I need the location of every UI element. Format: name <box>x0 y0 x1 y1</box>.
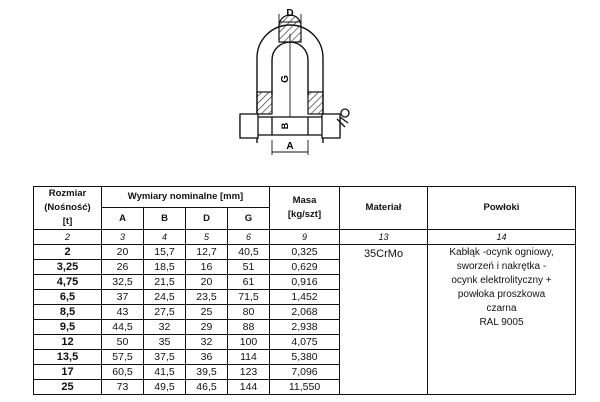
cell-a: 57,5 <box>102 350 144 365</box>
cell-b: 18,5 <box>144 260 186 275</box>
cell-b: 15,7 <box>144 245 186 260</box>
cell-b: 21,5 <box>144 275 186 290</box>
cell-size: 6,5 <box>34 290 102 305</box>
cell-a: 20 <box>102 245 144 260</box>
cell-b: 37,5 <box>144 350 186 365</box>
cell-a: 32,5 <box>102 275 144 290</box>
cell-mass: 0,325 <box>270 245 340 260</box>
coating-line: sworzeń i nakrętka - <box>456 261 547 272</box>
cell-b: 27,5 <box>144 305 186 320</box>
coating-line: powłoka proszkowa <box>457 289 546 300</box>
col-material-header: Materiał <box>340 187 428 230</box>
cell-d: 46,5 <box>186 380 228 395</box>
cell-g: 80 <box>228 305 270 320</box>
label-g: G <box>280 75 291 83</box>
column-number: 9 <box>270 230 340 245</box>
column-number: 3 <box>102 230 144 245</box>
cell-mass: 0,629 <box>270 260 340 275</box>
col-dims-group-header: Wymiary nominalne [mm] <box>102 187 270 208</box>
col-a-header: A <box>102 208 144 230</box>
cell-a: 43 <box>102 305 144 320</box>
cell-g: 123 <box>228 365 270 380</box>
coating-line: ocynk elektrolityczny + <box>451 275 552 286</box>
cell-d: 29 <box>186 320 228 335</box>
label-b: B <box>280 122 290 130</box>
shackle-drawing <box>0 0 600 180</box>
cell-b: 32 <box>144 320 186 335</box>
material-cell: 35CrMo <box>340 245 428 395</box>
coatings-cell <box>428 245 576 395</box>
cell-a: 50 <box>102 335 144 350</box>
cell-size: 12 <box>34 335 102 350</box>
column-number-row <box>34 230 576 245</box>
cell-mass: 4,075 <box>270 335 340 350</box>
header-row-1 <box>34 187 576 208</box>
col-d-header: D <box>186 208 228 230</box>
cell-a: 44,5 <box>102 320 144 335</box>
cell-g: 40,5 <box>228 245 270 260</box>
cell-size: 4,75 <box>34 275 102 290</box>
cell-d: 25 <box>186 305 228 320</box>
cell-mass: 11,550 <box>270 380 340 395</box>
cell-b: 41,5 <box>144 365 186 380</box>
cell-g: 100 <box>228 335 270 350</box>
cell-d: 20 <box>186 275 228 290</box>
col-coatings-header: Powłoki <box>428 187 576 230</box>
cell-a: 26 <box>102 260 144 275</box>
cell-d: 36 <box>186 350 228 365</box>
cell-g: 144 <box>228 380 270 395</box>
cell-d: 32 <box>186 335 228 350</box>
cell-size: 8,5 <box>34 305 102 320</box>
cell-g: 114 <box>228 350 270 365</box>
cell-size: 9,5 <box>34 320 102 335</box>
cell-d: 39,5 <box>186 365 228 380</box>
cell-g: 71,5 <box>228 290 270 305</box>
col-b-header: B <box>144 208 186 230</box>
label-d: D <box>286 8 294 19</box>
cell-size: 3,25 <box>34 260 102 275</box>
table-row <box>34 245 576 260</box>
coating-line: RAL 9005 <box>479 317 524 328</box>
col-size-header: Rozmiar (Nośność) [t] <box>34 187 102 230</box>
cell-size: 13,5 <box>34 350 102 365</box>
col-mass-header: Masa [kg/szt] <box>270 187 340 230</box>
cell-mass: 2,068 <box>270 305 340 320</box>
cell-mass: 0,916 <box>270 275 340 290</box>
left-leg-section <box>257 92 272 114</box>
cell-b: 35 <box>144 335 186 350</box>
column-number: 4 <box>144 230 186 245</box>
column-number: 13 <box>340 230 428 245</box>
cell-d: 23,5 <box>186 290 228 305</box>
coating-line: Kabłąk -ocynk ogniowy, <box>449 247 554 258</box>
cell-b: 49,5 <box>144 380 186 395</box>
cell-g: 51 <box>228 260 270 275</box>
cell-mass: 7,096 <box>270 365 340 380</box>
cell-mass: 5,380 <box>270 350 340 365</box>
right-leg-section <box>308 92 323 114</box>
cell-b: 24,5 <box>144 290 186 305</box>
cell-d: 12,7 <box>186 245 228 260</box>
cell-d: 16 <box>186 260 228 275</box>
cell-g: 61 <box>228 275 270 290</box>
column-number: 5 <box>186 230 228 245</box>
cell-size: 17 <box>34 365 102 380</box>
coating-line: czarna <box>486 303 517 314</box>
cell-size: 25 <box>34 380 102 395</box>
cell-size: 2 <box>34 245 102 260</box>
label-a: A <box>286 141 294 152</box>
cell-mass: 2,938 <box>270 320 340 335</box>
cell-g: 88 <box>228 320 270 335</box>
column-number: 2 <box>34 230 102 245</box>
cell-a: 37 <box>102 290 144 305</box>
cell-mass: 1,452 <box>270 290 340 305</box>
column-number: 6 <box>228 230 270 245</box>
spec-table <box>33 186 576 395</box>
column-number: 14 <box>428 230 576 245</box>
cell-a: 60,5 <box>102 365 144 380</box>
col-g-header: G <box>228 208 270 230</box>
cell-a: 73 <box>102 380 144 395</box>
